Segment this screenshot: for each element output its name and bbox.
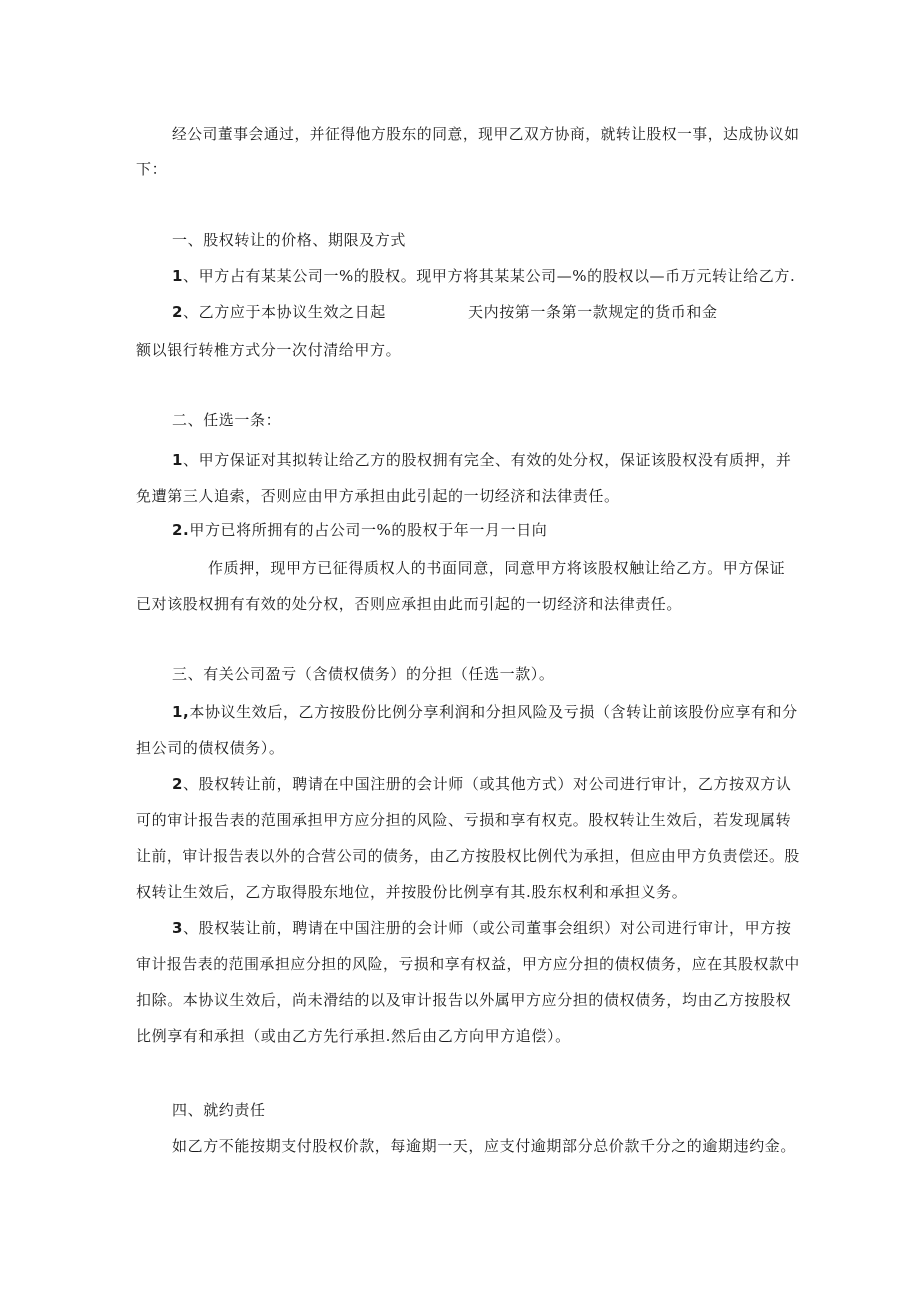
intro-line-2: 下：	[136, 160, 168, 178]
section-3-item-2-line-2: 可的审计报告表的范围承担甲方应分担的风险、亏损和享有权克。股权转让生效后，若发现属转	[136, 811, 792, 829]
item-text: 、乙方应于本协议生效之日起	[183, 303, 386, 321]
section-3-item-3-line-1	[172, 918, 791, 938]
item-text: 本协议生效后，乙方按股份比例分享利润和分担风险及亏损（含转让前该股份应享有和分	[189, 703, 798, 721]
intro-line-1: 经公司董事会通过，并征得他方股东的同意，现甲乙双方协商，就转让股权一事，达成协议如	[172, 125, 800, 143]
section-3-item-3-line-3: 扣除。本协议生效后，尚未滑结的以及审计报告以外属甲方应分担的债权债务，均由乙方按股权	[136, 991, 792, 1009]
section-3-item-2-line-1	[172, 774, 791, 794]
section-3-heading: 三、有关公司盈亏（含债权债务）的分担（任选一款）。	[172, 665, 555, 683]
item-text: 、股权转让前，聘请在中国注册的会计师（或其他方式）对公司进行审计，乙方按双方认	[183, 775, 792, 793]
section-3-item-2-line-3: 让前，审计报告表以外的合营公司的债务，由乙方按股权比例代为承担，但应由甲方负责偿还。股	[136, 847, 800, 865]
section-2-heading: 二、任选一条：	[172, 411, 282, 429]
item-number: 2	[172, 303, 184, 321]
item-text: 、股权装让前，聘请在中国注册的会计师（或公司董事会组织）对公司进行审计，甲方按	[183, 919, 792, 937]
item-number: 2	[172, 775, 184, 793]
item-number: 1	[172, 267, 184, 285]
section-2-item-1-line-2: 免遭第三人追索，否则应由甲方承担由此引起的一切经济和法律责任。	[136, 487, 620, 505]
section-1-item-1	[172, 266, 795, 286]
section-3-item-3-line-2: 审计报告表的范围承担应分担的风险，亏损和享有权益，甲方应分担的债权债务，应在其股权款中	[136, 955, 800, 973]
section-4-heading: 四、就约责任	[172, 1101, 266, 1119]
section-3-item-2-line-4: 权转让生效后，乙方取得股东地位，并按股份比例享有其.股东权利和承担义务。	[136, 883, 688, 901]
item-number: 3	[172, 919, 184, 937]
section-1-heading: 一、股权转让的价格、期限及方式	[172, 231, 407, 249]
section-3-item-1-line-2: 担公司的债权债务）。	[136, 739, 285, 757]
item-number: 2.	[172, 521, 190, 539]
section-1-item-2-part-c: 额以银行转椎方式分一次付清给甲方。	[136, 341, 402, 359]
section-2-item-2-line-3: 已对该股权拥有有效的处分权，否则应承担由此而引起的一切经济和法律责任。	[136, 595, 683, 613]
section-3-item-3-line-4: 比例享有和承担（或由乙方先行承担.然后由乙方向甲方追偿）。	[136, 1027, 571, 1045]
item-number: 1,	[172, 703, 190, 721]
section-2-item-2-line-1	[172, 520, 547, 540]
section-3-item-1-line-1	[172, 702, 798, 722]
item-text: 、甲方保证对其拟转让给乙方的股权拥有完全、有效的处分权，保证该股权没有质押，并	[183, 451, 792, 469]
section-1-item-2-part-b: 天内按第一条第一款规定的货币和金	[468, 303, 718, 321]
section-2-item-1-line-1	[172, 450, 791, 470]
item-number: 1	[172, 451, 184, 469]
item-text: 甲方已将所拥有的占公司一%的股权于年一月一日向	[189, 521, 548, 539]
section-4-paragraph: 如乙方不能按期支付股权价款，每逾期一天，应支付逾期部分总价款千分之的逾期违约金。	[172, 1137, 797, 1155]
section-1-item-2-part-a	[172, 302, 386, 322]
item-text: 、甲方占有某某公司一%的股权。现甲方将其某某公司—%的股权以—币万元转让给乙方.	[183, 267, 796, 285]
section-2-item-2-line-2: 作质押，现甲方已征得质权人的书面同意，同意甲方将该股权触让给乙方。甲方保证	[208, 559, 786, 577]
